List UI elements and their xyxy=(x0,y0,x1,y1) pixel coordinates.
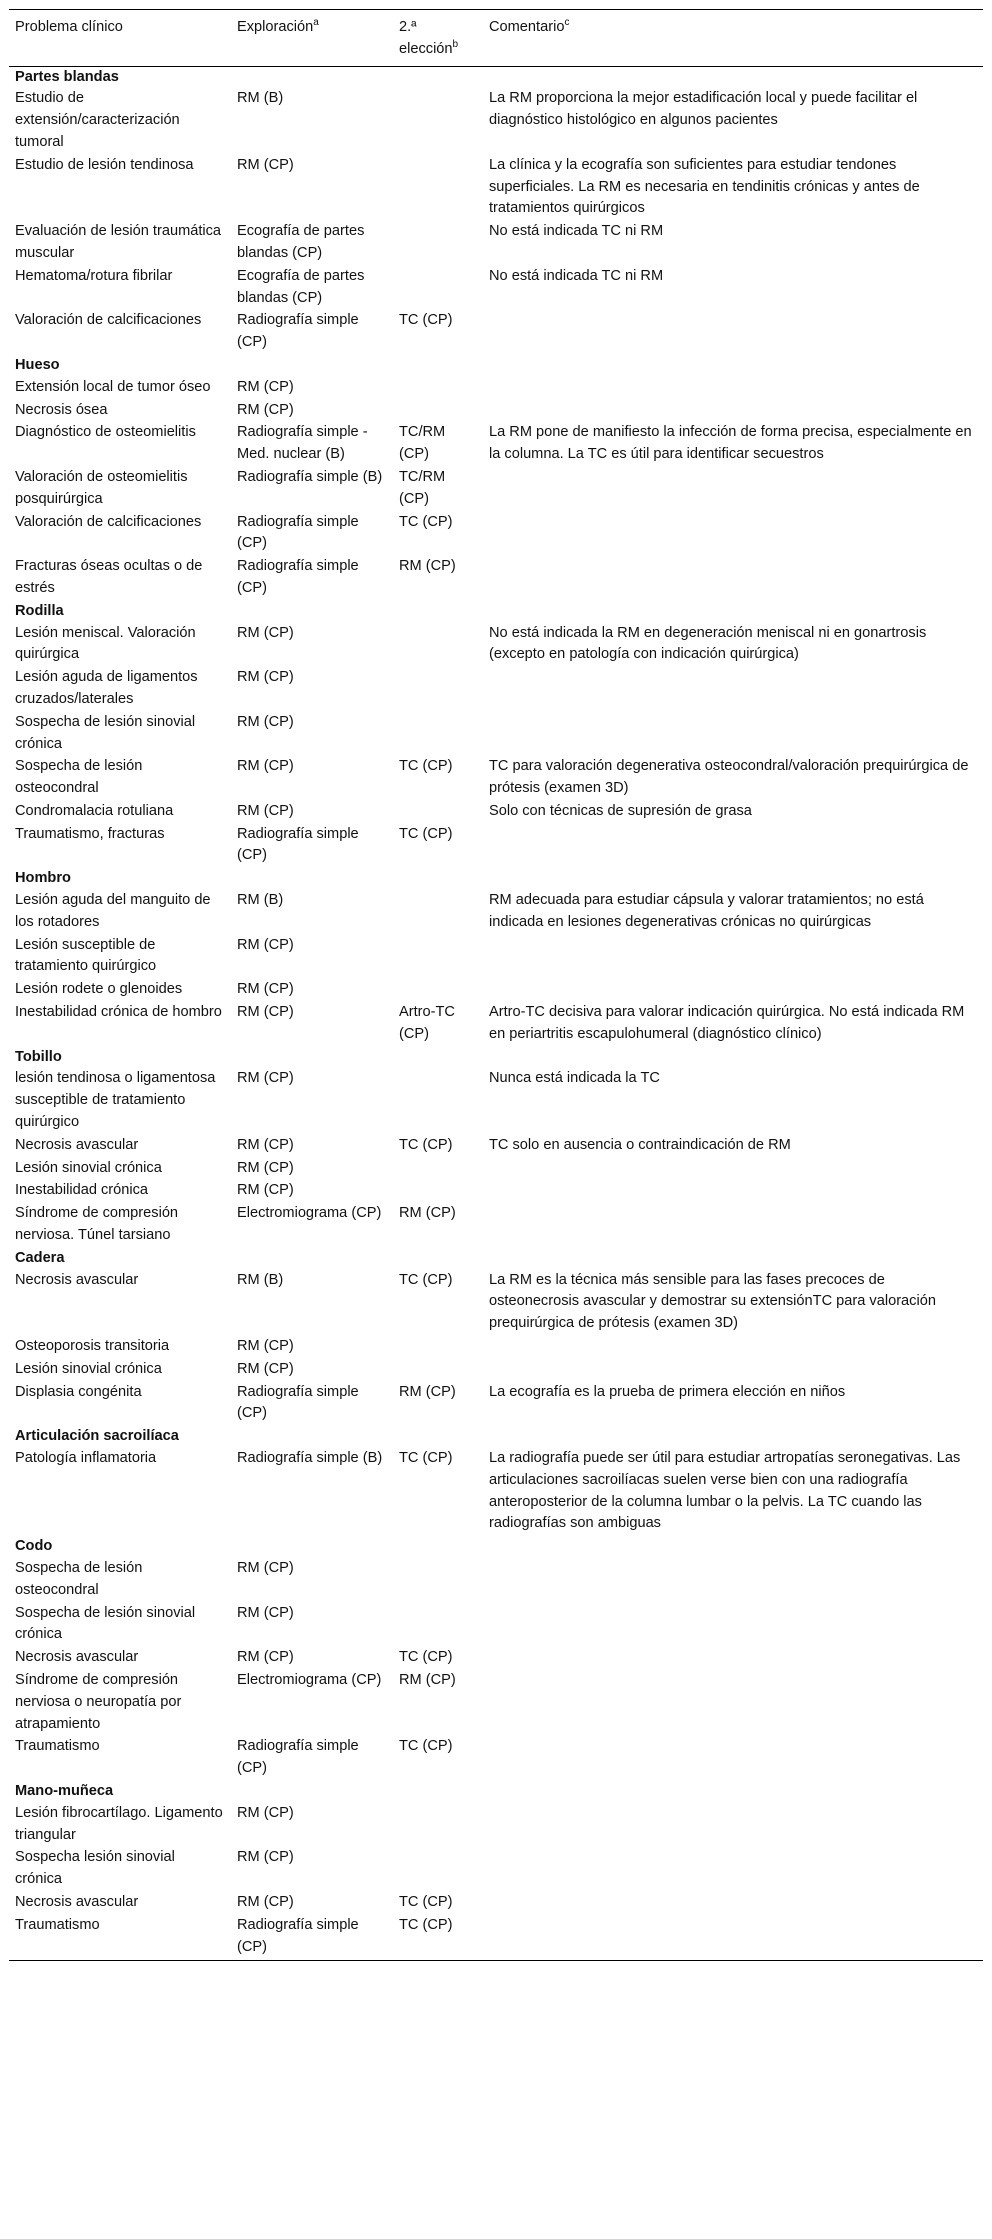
comment-cell xyxy=(483,1736,983,1781)
second-choice-cell xyxy=(393,890,483,935)
second-choice-cell xyxy=(393,1359,483,1382)
comment-cell xyxy=(483,1359,983,1382)
second-choice-cell: TC/RM (CP) xyxy=(399,468,446,507)
section-empty-cell xyxy=(393,1248,483,1270)
section-row xyxy=(9,1248,983,1270)
table-row xyxy=(9,1135,983,1158)
second-choice-cell: RM (CP) xyxy=(399,1671,456,1688)
comment-cell xyxy=(483,1892,983,1915)
comment-cell: La RM proporciona la mejor estadificación local y puede facilitar el diagnóstico histológico en algunos pacientes xyxy=(489,90,918,129)
second-choice-cell xyxy=(393,88,483,154)
table-row xyxy=(9,1892,983,1915)
problem-cell: Lesión sinovial crónica xyxy=(15,1360,162,1377)
table-row xyxy=(9,801,983,824)
table-row xyxy=(9,400,983,423)
section-empty-cell xyxy=(483,1781,983,1803)
problem-cell: Extensión local de tumor óseo xyxy=(15,378,211,395)
problem-cell: Traumatismo xyxy=(15,1738,100,1755)
problem-cell: Estudio de extensión/caracterización tumoral xyxy=(15,90,180,150)
second-choice-cell xyxy=(393,400,483,423)
problem-cell: Lesión rodete o glenoides xyxy=(15,981,183,998)
header-problema-clinico xyxy=(9,10,231,67)
table-row xyxy=(9,1068,983,1134)
table-row xyxy=(9,1382,983,1427)
table-row xyxy=(9,556,983,601)
section-empty-cell xyxy=(231,66,393,88)
section-row xyxy=(9,601,983,623)
comment-cell: La radiografía puede ser útil para estudiar artropatías seronegativas. Las articulaciones sacroilíacas suelen verse bien con una radiografía anteroposterior de la columna lumbar o la pelvis. La TC cuando las radiografías son ambiguas xyxy=(489,1450,961,1532)
comment-cell xyxy=(483,1803,983,1848)
second-choice-cell: TC (CP) xyxy=(399,1893,453,1910)
table-row xyxy=(9,1180,983,1203)
table-row xyxy=(9,1359,983,1382)
exploration-cell: RM (CP) xyxy=(237,981,294,998)
section-title: Rodilla xyxy=(15,602,64,619)
comment-cell xyxy=(483,1203,983,1248)
second-choice-cell xyxy=(393,801,483,824)
second-choice-cell: Artro-TC (CP) xyxy=(399,1004,455,1042)
section-empty-cell xyxy=(393,355,483,377)
second-choice-cell xyxy=(393,935,483,980)
second-choice-cell: TC (CP) xyxy=(399,825,453,842)
second-choice-cell xyxy=(393,623,483,668)
exploration-cell: Radiografía simple (CP) xyxy=(237,513,359,552)
clinical-imaging-table-container xyxy=(9,9,983,1961)
problem-cell: Lesión fibrocartílago. Ligamento triangular xyxy=(15,1804,223,1843)
table-row xyxy=(9,310,983,355)
section-empty-cell xyxy=(231,601,393,623)
second-choice-cell: TC (CP) xyxy=(399,513,453,530)
table-row xyxy=(9,266,983,311)
header-exploracion-footnote: a xyxy=(313,17,319,29)
section-title: Hombro xyxy=(15,870,71,887)
comment-cell xyxy=(483,1336,983,1359)
second-choice-cell: TC (CP) xyxy=(399,1649,453,1666)
comment-cell: No está indicada la RM en degeneración meniscal ni en gonartrosis (excepto en patología con indicación quirúrgica) xyxy=(489,624,927,663)
comment-cell xyxy=(483,1847,983,1892)
second-choice-cell xyxy=(393,1158,483,1181)
table-row xyxy=(9,667,983,712)
header-segunda-eleccion xyxy=(393,10,483,67)
problem-cell: Necrosis avascular xyxy=(15,1893,139,1910)
comment-cell xyxy=(483,667,983,712)
comment-cell: No está indicada TC ni RM xyxy=(489,223,664,240)
table-row xyxy=(9,1448,983,1536)
section-title: Codo xyxy=(15,1538,53,1555)
exploration-cell: Radiografía simple (B) xyxy=(237,1450,383,1466)
exploration-cell: Radiografía simple (CP) xyxy=(237,558,359,596)
exploration-cell: Radiografía simple (B) xyxy=(237,468,383,485)
table-row xyxy=(9,1736,983,1781)
exploration-cell: RM (CP) xyxy=(237,1604,294,1621)
exploration-cell: RM (CP) xyxy=(237,1649,294,1666)
comment-cell xyxy=(483,1558,983,1603)
table-row xyxy=(9,1203,983,1248)
table-row xyxy=(9,1847,983,1892)
section-empty-cell xyxy=(483,1536,983,1558)
second-choice-cell xyxy=(393,377,483,400)
exploration-cell: RM (CP) xyxy=(237,1136,294,1153)
section-title: Partes blandas xyxy=(15,68,119,85)
second-choice-cell xyxy=(393,1603,483,1648)
exploration-cell: RM (CP) xyxy=(237,1849,294,1866)
exploration-cell: RM (CP) xyxy=(237,378,294,395)
section-empty-cell xyxy=(393,1781,483,1803)
exploration-cell: RM (CP) xyxy=(237,1182,294,1199)
table-row xyxy=(9,1915,983,1961)
section-empty-cell xyxy=(231,1536,393,1558)
section-row xyxy=(9,1781,983,1803)
exploration-cell: Radiografía simple (CP) xyxy=(231,1915,393,1961)
section-row xyxy=(9,1047,983,1069)
second-choice-cell xyxy=(393,221,483,266)
problem-cell: Necrosis ósea xyxy=(15,401,108,418)
header-exploracion-text: Exploración xyxy=(237,19,314,35)
second-choice-cell xyxy=(393,1336,483,1359)
second-choice-cell xyxy=(393,1803,483,1848)
comment-cell: Artro-TC decisiva para valorar indicación quirúrgica. No está indicada RM en periartritis escapulohumeral (diagnóstico clínico) xyxy=(489,1004,965,1042)
problem-cell: Hematoma/rotura fibrilar xyxy=(15,267,173,284)
section-title: Hueso xyxy=(15,356,60,373)
exploration-cell: Electromiograma (CP) xyxy=(237,1671,382,1688)
table-row xyxy=(9,1270,983,1336)
comment-cell: La RM es la técnica más sensible para las fases precoces de osteonecrosis avascular y demostrar su extensiónTC para valoración prequirúrgica de prótesis (examen 3D) xyxy=(489,1271,936,1332)
exploration-cell: RM (CP) xyxy=(237,401,294,418)
comment-cell xyxy=(483,1603,983,1648)
section-row xyxy=(9,355,983,377)
exploration-cell: Ecografía de partes blandas (CP) xyxy=(237,223,365,261)
exploration-cell: RM (CP) xyxy=(237,624,294,641)
problem-cell: lesión tendinosa o ligamentosa susceptible de tratamiento quirúrgico xyxy=(15,1070,216,1131)
problem-cell: Necrosis avascular xyxy=(15,1271,139,1288)
exploration-cell: Radiografía simple (CP) xyxy=(237,1738,359,1777)
table-row xyxy=(9,1670,983,1736)
exploration-cell: Electromiograma (CP) xyxy=(237,1205,382,1222)
header-segunda-eleccion-footnote: b xyxy=(452,38,459,50)
section-empty-cell xyxy=(483,355,983,377)
table-row xyxy=(9,1002,983,1047)
comment-cell: Nunca está indicada la TC xyxy=(489,1070,660,1087)
exploration-cell: RM (CP) xyxy=(237,1804,294,1821)
table-row xyxy=(9,1158,983,1181)
exploration-cell: RM (B) xyxy=(237,1271,284,1288)
exploration-cell: RM (CP) xyxy=(237,1559,294,1576)
table-row xyxy=(9,979,983,1002)
problem-cell: Lesión meniscal. Valoración quirúrgica xyxy=(15,624,196,663)
table-row xyxy=(9,512,983,557)
second-choice-cell xyxy=(393,667,483,712)
problem-cell: Displasia congénita xyxy=(15,1383,142,1400)
table-row xyxy=(9,1803,983,1848)
problem-cell: Traumatismo, fracturas xyxy=(15,825,165,842)
section-empty-cell xyxy=(393,601,483,623)
header-comentario-footnote: c xyxy=(564,17,570,29)
problem-cell: Fracturas óseas ocultas o de estrés xyxy=(15,558,203,596)
section-empty-cell xyxy=(393,868,483,890)
table-row xyxy=(9,1558,983,1603)
header-comentario xyxy=(483,10,983,67)
comment-cell xyxy=(483,556,983,601)
comment-cell xyxy=(483,512,983,557)
second-choice-cell: RM (CP) xyxy=(399,1205,456,1222)
problem-cell: Inestabilidad crónica de hombro xyxy=(15,1004,222,1021)
comment-cell xyxy=(483,824,983,869)
table-header xyxy=(9,10,983,67)
section-empty-cell xyxy=(393,1047,483,1069)
comment-cell xyxy=(483,712,983,757)
exploration-cell: RM (B) xyxy=(237,90,284,107)
table-row xyxy=(9,1603,983,1648)
table-row xyxy=(9,88,983,154)
second-choice-cell xyxy=(393,266,483,311)
exploration-cell: RM (CP) xyxy=(237,1893,294,1910)
section-title: Cadera xyxy=(15,1249,65,1266)
second-choice-cell xyxy=(393,1847,483,1892)
problem-cell: Osteoporosis transitoria xyxy=(15,1338,170,1355)
table-row xyxy=(9,756,983,801)
table-row xyxy=(9,467,983,512)
section-empty-cell xyxy=(393,1426,483,1448)
header-row xyxy=(9,10,983,67)
comment-cell: La ecografía es la prueba de primera elección en niños xyxy=(489,1383,846,1400)
problem-cell: Condromalacia rotuliana xyxy=(15,802,174,819)
clinical-imaging-table xyxy=(9,9,983,1961)
header-exploracion xyxy=(231,10,393,67)
section-empty-cell xyxy=(231,868,393,890)
exploration-cell: RM (B) xyxy=(237,892,284,909)
comment-cell: No está indicada TC ni RM xyxy=(489,267,664,284)
comment-cell: TC solo en ausencia o contraindicación de RM xyxy=(489,1136,791,1153)
section-empty-cell xyxy=(231,1047,393,1069)
problem-cell: Síndrome de compresión nerviosa o neuropatía por atrapamiento xyxy=(15,1671,182,1732)
problem-cell: Lesión aguda del manguito de los rotadores xyxy=(15,892,211,930)
table-row xyxy=(9,1647,983,1670)
section-empty-cell xyxy=(231,355,393,377)
section-empty-cell xyxy=(483,868,983,890)
section-empty-cell xyxy=(393,66,483,88)
exploration-cell: Radiografía simple (CP) xyxy=(237,1383,359,1422)
comment-cell: Solo con técnicas de supresión de grasa xyxy=(489,802,752,819)
second-choice-cell xyxy=(393,1068,483,1134)
problem-cell: Evaluación de lesión traumática muscular xyxy=(15,223,222,261)
problem-cell: Lesión aguda de ligamentos cruzados/laterales xyxy=(15,669,198,707)
comment-cell xyxy=(483,935,983,980)
section-empty-cell xyxy=(393,1536,483,1558)
comment-cell: La RM pone de manifiesto la infección de forma precisa, especialmente en la columna. La TC es útil para identificar secuestros xyxy=(489,424,972,463)
second-choice-cell: TC (CP) xyxy=(399,1136,453,1153)
table-row xyxy=(9,890,983,935)
exploration-cell: RM (CP) xyxy=(237,802,294,819)
exploration-cell: RM (CP) xyxy=(237,1159,294,1176)
table-body xyxy=(9,66,983,1961)
problem-cell: Inestabilidad crónica xyxy=(15,1182,149,1199)
comment-cell xyxy=(483,400,983,423)
table-row xyxy=(9,623,983,668)
section-row xyxy=(9,66,983,88)
section-empty-cell xyxy=(483,601,983,623)
section-title: Mano-muñeca xyxy=(15,1782,114,1799)
table-row xyxy=(9,377,983,400)
exploration-cell: RM (CP) xyxy=(237,1004,294,1021)
section-empty-cell xyxy=(231,1426,393,1448)
problem-cell: Lesión susceptible de tratamiento quirúrgico xyxy=(15,936,157,975)
second-choice-cell: TC/RM (CP) xyxy=(399,424,446,463)
second-choice-cell xyxy=(393,712,483,757)
exploration-cell: RM (CP) xyxy=(237,1070,294,1087)
table-row xyxy=(9,1336,983,1359)
exploration-cell: RM (CP) xyxy=(237,1360,294,1377)
table-row xyxy=(9,935,983,980)
exploration-cell: RM (CP) xyxy=(237,1338,294,1355)
exploration-cell: Ecografía de partes blandas (CP) xyxy=(237,267,365,306)
exploration-cell: RM (CP) xyxy=(237,758,294,775)
exploration-cell: RM (CP) xyxy=(237,936,294,953)
second-choice-cell xyxy=(393,1180,483,1203)
comment-cell xyxy=(483,1915,983,1961)
problem-cell: Valoración de osteomielitis posquirúrgica xyxy=(15,468,188,507)
table-row xyxy=(9,422,983,467)
comment-cell xyxy=(483,979,983,1002)
comment-cell: La clínica y la ecografía son suficientes para estudiar tendones superficiales. La RM es necesaria en tendinitis crónicas y antes de tratamientos quirúrgicos xyxy=(489,156,920,217)
problem-cell: Lesión sinovial crónica xyxy=(15,1159,162,1176)
second-choice-cell: TC (CP) xyxy=(399,1738,453,1755)
comment-cell xyxy=(483,310,983,355)
exploration-cell: Radiografía simple - Med. nuclear (B) xyxy=(237,424,368,463)
comment-cell: TC para valoración degenerativa osteocondral/valoración prequirúrgica de prótesis (examen 3D) xyxy=(489,758,969,797)
second-choice-cell: RM (CP) xyxy=(399,1383,456,1400)
problem-cell: Sospecha de lesión osteocondral xyxy=(15,1559,143,1598)
second-choice-cell xyxy=(393,155,483,221)
section-row xyxy=(9,1536,983,1558)
problem-cell: Síndrome de compresión nerviosa. Túnel tarsiano xyxy=(15,1205,179,1244)
table-row xyxy=(9,155,983,221)
problem-cell: Sospecha de lesión osteocondral xyxy=(15,758,143,797)
section-title: Articulación sacroilíaca xyxy=(15,1428,179,1445)
section-title: Tobillo xyxy=(15,1048,62,1065)
problem-cell: Patología inflamatoria xyxy=(15,1450,157,1466)
header-comentario-text: Comentario xyxy=(489,19,565,35)
second-choice-cell: RM (CP) xyxy=(399,558,456,575)
table-row xyxy=(9,712,983,757)
header-segunda-eleccion-text: 2.ª elección xyxy=(399,19,453,57)
comment-cell xyxy=(483,1158,983,1181)
problem-cell: Necrosis avascular xyxy=(15,1649,139,1666)
exploration-cell: RM (CP) xyxy=(237,156,294,173)
problem-cell: Necrosis avascular xyxy=(15,1136,139,1153)
second-choice-cell: TC (CP) xyxy=(399,1271,453,1288)
problem-cell: Valoración de calcificaciones xyxy=(15,312,202,329)
second-choice-cell xyxy=(393,1558,483,1603)
problem-cell: Diagnóstico de osteomielitis xyxy=(15,424,196,441)
comment-cell xyxy=(483,1180,983,1203)
problem-cell: Sospecha de lesión sinovial crónica xyxy=(15,1604,196,1643)
second-choice-cell: TC (CP) xyxy=(399,1450,453,1466)
exploration-cell: RM (CP) xyxy=(237,713,294,730)
comment-cell xyxy=(483,377,983,400)
section-empty-cell xyxy=(483,1248,983,1270)
comment-cell xyxy=(483,1647,983,1670)
section-empty-cell xyxy=(483,1426,983,1448)
section-empty-cell xyxy=(231,1248,393,1270)
header-problema-clinico-text: Problema clínico xyxy=(15,19,123,35)
section-empty-cell xyxy=(483,66,983,88)
second-choice-cell: TC (CP) xyxy=(399,312,453,329)
problem-cell: Valoración de calcificaciones xyxy=(15,513,202,530)
comment-cell xyxy=(483,1670,983,1736)
section-row xyxy=(9,868,983,890)
problem-cell: Traumatismo xyxy=(9,1915,231,1961)
exploration-cell: RM (CP) xyxy=(237,669,294,686)
section-empty-cell xyxy=(483,1047,983,1069)
section-empty-cell xyxy=(231,1781,393,1803)
second-choice-cell xyxy=(393,979,483,1002)
problem-cell: Estudio de lesión tendinosa xyxy=(15,156,194,173)
table-row xyxy=(9,221,983,266)
comment-cell xyxy=(483,467,983,512)
problem-cell: Sospecha de lesión sinovial crónica xyxy=(15,713,196,752)
second-choice-cell: TC (CP) xyxy=(393,1915,483,1961)
table-row xyxy=(9,824,983,869)
exploration-cell: Radiografía simple (CP) xyxy=(237,312,359,351)
problem-cell: Sospecha lesión sinovial crónica xyxy=(15,1849,175,1888)
exploration-cell: Radiografía simple (CP) xyxy=(237,825,359,864)
section-row xyxy=(9,1426,983,1448)
comment-cell: RM adecuada para estudiar cápsula y valorar tratamientos; no está indicada en lesiones degenerativas crónicas no quirúrgicas xyxy=(489,892,924,930)
second-choice-cell: TC (CP) xyxy=(399,758,453,775)
